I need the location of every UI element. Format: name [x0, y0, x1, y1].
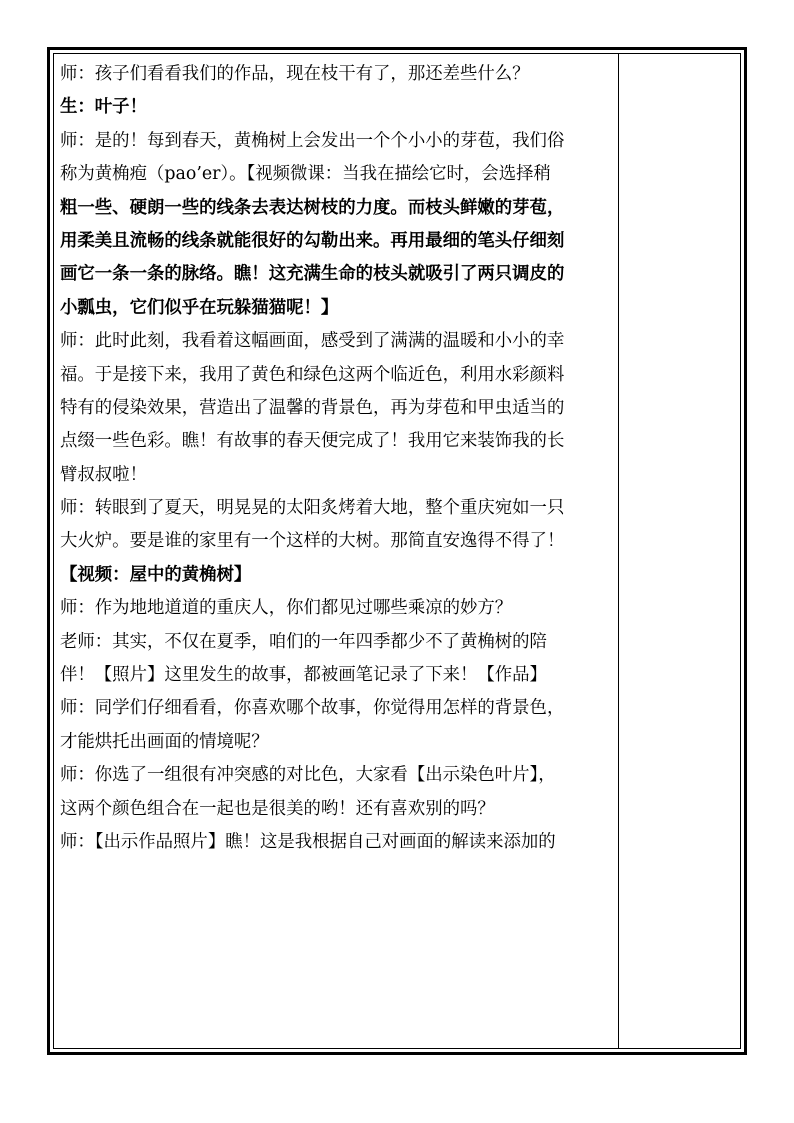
text-line: 小瓢虫，它们似乎在玩躲猫猫呢！】	[60, 297, 339, 318]
table-frame	[47, 47, 747, 1055]
column-divider	[618, 54, 619, 1048]
text-line: 伴！【照片】这里发生的故事，都被画笔记录了下来！【作品】	[60, 665, 547, 686]
text-line: 福。于是接下来，我用了黄色和绿色这两个临近色，利用水彩颜料	[60, 364, 565, 385]
table-cell-border	[53, 53, 741, 1049]
text-line: 特有的侵染效果，营造出了温馨的背景色，再为芽苞和甲虫适当的	[60, 397, 565, 418]
text-line: 老师：其实，不仅在夏季，咱们的一年四季都少不了黄桷树的陪	[60, 631, 547, 652]
text-line: 师：转眼到了夏天，明晃晃的太阳炙烤着大地，整个重庆宛如一只	[60, 498, 565, 519]
text-line: 师：孩子们看看我们的作品，现在枝干有了，那还差些什么？	[60, 64, 530, 84]
text-line: 生：叶子！	[60, 97, 147, 118]
text-line: 才能烘托出画面的情境呢？	[60, 731, 269, 752]
text-line: 这两个颜色组合在一起也是很美的哟！还有喜欢别的吗？	[60, 798, 495, 819]
text-line: 称为黄桷疱（pao’er）。【视频微课：当我在描绘它时，会选择稍	[60, 164, 551, 185]
text-line: 大火炉。要是谁的家里有一个这样的大树。那简直安逸得不得了！	[60, 531, 565, 552]
text-line: 用柔美且流畅的线条就能很好的勾勒出来。再用最细的笔头仔细刻	[60, 230, 565, 251]
text-line: 师：你选了一组很有冲突感的对比色，大家看【出示染色叶片】，	[60, 765, 556, 786]
text-line: 点缀一些色彩。瞧！有故事的春天便完成了！我用它来装饰我的长	[60, 431, 565, 452]
text-line: 【视频：屋中的黄桷树】	[60, 564, 252, 585]
text-line: 粗一些、硬朗一些的线条去表达树枝的力度。而枝头鲜嫩的芽苞，	[60, 197, 565, 218]
text-line: 画它一条一条的脉络。瞧！这充满生命的枝头就吸引了两只调皮的	[60, 264, 565, 285]
lesson-text-cell	[60, 58, 612, 859]
text-line: 师：作为地地道道的重庆人，你们都见过哪些乘凉的妙方？	[60, 598, 513, 619]
text-line: 师：【出示作品照片】瞧！这是我根据自己对画面的解读来添加的	[60, 831, 556, 852]
text-line: 师：是的！每到春天，黄桷树上会发出一个个小小的芽苞，我们俗	[60, 130, 565, 151]
text-line: 师：同学们仔细看看，你喜欢哪个故事，你觉得用怎样的背景色，	[60, 698, 565, 719]
text-line: 臂叔叔啦！	[60, 464, 147, 485]
text-line: 师：此时此刻，我看着这幅画面，感受到了满满的温暖和小小的幸	[60, 331, 565, 352]
